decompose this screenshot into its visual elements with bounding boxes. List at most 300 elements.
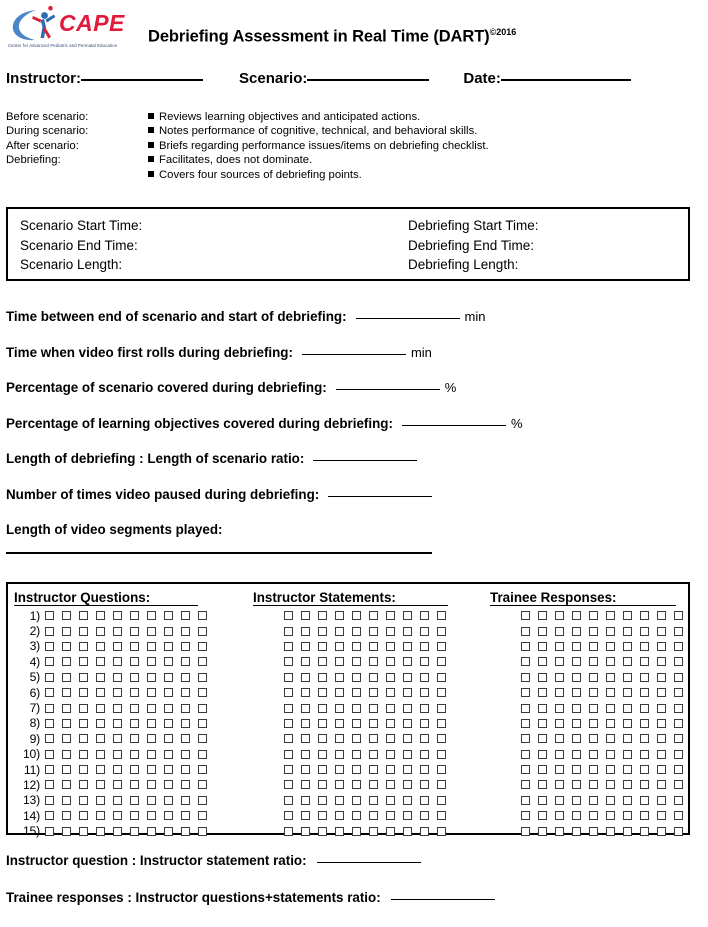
tally-checkbox[interactable] (606, 611, 615, 620)
tally-checkbox[interactable] (113, 657, 122, 666)
tally-checkbox[interactable] (403, 796, 412, 805)
tally-checkbox[interactable] (606, 750, 615, 759)
tally-checkbox[interactable] (420, 704, 429, 713)
tally-checkbox[interactable] (147, 704, 156, 713)
tally-checkbox[interactable] (96, 811, 105, 820)
tally-checkbox[interactable] (318, 673, 327, 682)
tally-checkbox[interactable] (538, 734, 547, 743)
tally-checkbox[interactable] (606, 796, 615, 805)
tally-checkbox[interactable] (45, 750, 54, 759)
tally-checkbox[interactable] (301, 765, 310, 774)
tally-checkbox[interactable] (352, 611, 361, 620)
tally-checkbox[interactable] (521, 734, 530, 743)
debriefing-length-row[interactable]: Debriefing Length: (408, 257, 519, 272)
tally-checkbox[interactable] (420, 811, 429, 820)
tally-checkbox[interactable] (606, 627, 615, 636)
tally-checkbox[interactable] (79, 642, 88, 651)
tally-checkbox[interactable] (198, 704, 207, 713)
tally-checkbox[interactable] (386, 642, 395, 651)
tally-checkbox[interactable] (96, 657, 105, 666)
tally-checkbox[interactable] (623, 657, 632, 666)
tally-checkbox[interactable] (640, 827, 649, 836)
tally-checkbox[interactable] (674, 627, 683, 636)
tally-checkbox[interactable] (198, 750, 207, 759)
tally-checkbox[interactable] (96, 673, 105, 682)
tally-checkbox[interactable] (130, 704, 139, 713)
tally-checkbox[interactable] (555, 827, 564, 836)
tally-checkbox[interactable] (589, 796, 598, 805)
tally-checkbox[interactable] (352, 627, 361, 636)
tally-checkbox[interactable] (403, 627, 412, 636)
tally-checkbox[interactable] (386, 657, 395, 666)
tally-checkbox[interactable] (79, 750, 88, 759)
tally-checkbox[interactable] (657, 673, 666, 682)
tally-checkbox[interactable] (79, 719, 88, 728)
tally-checkbox[interactable] (555, 657, 564, 666)
tally-checkbox[interactable] (181, 657, 190, 666)
tally-checkbox[interactable] (403, 673, 412, 682)
tally-checkbox[interactable] (589, 611, 598, 620)
tally-checkbox[interactable] (79, 673, 88, 682)
tally-checkbox[interactable] (352, 811, 361, 820)
tally-checkbox[interactable] (301, 611, 310, 620)
tally-checkbox[interactable] (198, 796, 207, 805)
tally-checkbox[interactable] (657, 627, 666, 636)
tally-checkbox[interactable] (301, 688, 310, 697)
tally-checkbox[interactable] (674, 734, 683, 743)
tally-checkbox[interactable] (674, 642, 683, 651)
tally-checkbox[interactable] (45, 796, 54, 805)
metric-input-rule[interactable] (328, 496, 432, 497)
tally-checkbox[interactable] (147, 719, 156, 728)
tally-checkbox[interactable] (572, 611, 581, 620)
tally-checkbox[interactable] (369, 611, 378, 620)
tally-checkbox[interactable] (572, 688, 581, 697)
tally-checkbox[interactable] (113, 704, 122, 713)
instructor-input-rule[interactable] (81, 79, 203, 81)
tally-checkbox[interactable] (113, 765, 122, 774)
tally-checkbox[interactable] (181, 734, 190, 743)
tally-checkbox[interactable] (386, 780, 395, 789)
tally-checkbox[interactable] (301, 827, 310, 836)
tally-checkbox[interactable] (657, 765, 666, 774)
tally-checkbox[interactable] (623, 704, 632, 713)
tally-checkbox[interactable] (403, 765, 412, 774)
tally-checkbox[interactable] (96, 796, 105, 805)
tally-checkbox[interactable] (657, 734, 666, 743)
tally-checkbox[interactable] (164, 688, 173, 697)
metric-input-rule[interactable] (313, 460, 417, 461)
tally-checkbox[interactable] (386, 704, 395, 713)
tally-checkbox[interactable] (96, 611, 105, 620)
tally-checkbox[interactable] (640, 780, 649, 789)
tally-checkbox[interactable] (181, 688, 190, 697)
tally-checkbox[interactable] (623, 673, 632, 682)
tally-checkbox[interactable] (403, 657, 412, 666)
tally-checkbox[interactable] (147, 796, 156, 805)
tally-checkbox[interactable] (572, 642, 581, 651)
tally-checkbox[interactable] (521, 796, 530, 805)
tally-checkbox[interactable] (181, 796, 190, 805)
tally-checkbox[interactable] (538, 750, 547, 759)
tally-checkbox[interactable] (657, 704, 666, 713)
tally-checkbox[interactable] (572, 719, 581, 728)
tally-checkbox[interactable] (45, 688, 54, 697)
tally-checkbox[interactable] (657, 611, 666, 620)
tally-checkbox[interactable] (640, 657, 649, 666)
tally-checkbox[interactable] (79, 811, 88, 820)
tally-checkbox[interactable] (606, 719, 615, 728)
scenario-input-rule[interactable] (307, 79, 429, 81)
tally-checkbox[interactable] (284, 811, 293, 820)
tally-checkbox[interactable] (352, 673, 361, 682)
tally-checkbox[interactable] (335, 627, 344, 636)
tally-checkbox[interactable] (164, 780, 173, 789)
tally-checkbox[interactable] (386, 750, 395, 759)
tally-checkbox[interactable] (318, 827, 327, 836)
tally-checkbox[interactable] (181, 811, 190, 820)
tally-checkbox[interactable] (640, 688, 649, 697)
tally-checkbox[interactable] (284, 704, 293, 713)
tally-checkbox[interactable] (335, 642, 344, 651)
tally-checkbox[interactable] (437, 704, 446, 713)
tally-checkbox[interactable] (657, 827, 666, 836)
tally-checkbox[interactable] (437, 657, 446, 666)
tally-checkbox[interactable] (572, 780, 581, 789)
tally-checkbox[interactable] (198, 627, 207, 636)
tally-checkbox[interactable] (606, 642, 615, 651)
tally-checkbox[interactable] (538, 827, 547, 836)
tally-checkbox[interactable] (572, 734, 581, 743)
tally-checkbox[interactable] (640, 750, 649, 759)
tally-checkbox[interactable] (62, 827, 71, 836)
tally-checkbox[interactable] (284, 765, 293, 774)
tally-checkbox[interactable] (606, 827, 615, 836)
tally-checkbox[interactable] (113, 811, 122, 820)
tally-checkbox[interactable] (623, 827, 632, 836)
tally-checkbox[interactable] (113, 673, 122, 682)
tally-checkbox[interactable] (130, 811, 139, 820)
tally-checkbox[interactable] (198, 673, 207, 682)
tally-checkbox[interactable] (164, 811, 173, 820)
tally-checkbox[interactable] (335, 765, 344, 774)
tally-checkbox[interactable] (674, 611, 683, 620)
tally-checkbox[interactable] (318, 765, 327, 774)
tally-checkbox[interactable] (674, 719, 683, 728)
tally-checkbox[interactable] (623, 750, 632, 759)
tally-checkbox[interactable] (538, 719, 547, 728)
tally-checkbox[interactable] (198, 827, 207, 836)
tally-checkbox[interactable] (130, 765, 139, 774)
tally-checkbox[interactable] (657, 750, 666, 759)
tally-checkbox[interactable] (555, 704, 564, 713)
tally-checkbox[interactable] (181, 750, 190, 759)
tally-checkbox[interactable] (96, 750, 105, 759)
tally-checkbox[interactable] (181, 827, 190, 836)
tally-checkbox[interactable] (589, 750, 598, 759)
tally-checkbox[interactable] (335, 611, 344, 620)
tally-checkbox[interactable] (130, 642, 139, 651)
tally-checkbox[interactable] (96, 688, 105, 697)
tally-checkbox[interactable] (538, 627, 547, 636)
tally-checkbox[interactable] (521, 673, 530, 682)
tally-checkbox[interactable] (164, 657, 173, 666)
tally-checkbox[interactable] (62, 750, 71, 759)
tally-checkbox[interactable] (352, 719, 361, 728)
tally-checkbox[interactable] (284, 796, 293, 805)
tally-checkbox[interactable] (369, 734, 378, 743)
tally-checkbox[interactable] (403, 734, 412, 743)
tally-checkbox[interactable] (420, 827, 429, 836)
tally-checkbox[interactable] (318, 657, 327, 666)
tally-checkbox[interactable] (164, 627, 173, 636)
tally-checkbox[interactable] (352, 642, 361, 651)
tally-checkbox[interactable] (606, 780, 615, 789)
metric-input-rule[interactable] (302, 354, 406, 355)
tally-checkbox[interactable] (555, 765, 564, 774)
tally-checkbox[interactable] (369, 780, 378, 789)
tally-checkbox[interactable] (555, 811, 564, 820)
tally-checkbox[interactable] (606, 734, 615, 743)
tally-checkbox[interactable] (657, 657, 666, 666)
tally-checkbox[interactable] (113, 627, 122, 636)
tally-checkbox[interactable] (623, 688, 632, 697)
debriefing-start-time-row[interactable]: Debriefing Start Time: (408, 218, 539, 233)
tally-checkbox[interactable] (301, 719, 310, 728)
tally-checkbox[interactable] (589, 811, 598, 820)
tally-checkbox[interactable] (284, 642, 293, 651)
tally-checkbox[interactable] (403, 704, 412, 713)
tally-checkbox[interactable] (657, 780, 666, 789)
tally-checkbox[interactable] (674, 811, 683, 820)
tally-checkbox[interactable] (181, 642, 190, 651)
tally-checkbox[interactable] (79, 765, 88, 774)
tally-checkbox[interactable] (437, 673, 446, 682)
tally-checkbox[interactable] (437, 811, 446, 820)
tally-checkbox[interactable] (284, 719, 293, 728)
tally-checkbox[interactable] (62, 642, 71, 651)
tally-checkbox[interactable] (589, 704, 598, 713)
tally-checkbox[interactable] (538, 688, 547, 697)
tally-checkbox[interactable] (369, 796, 378, 805)
tally-checkbox[interactable] (352, 750, 361, 759)
tally-checkbox[interactable] (640, 627, 649, 636)
tally-checkbox[interactable] (45, 704, 54, 713)
tally-checkbox[interactable] (538, 796, 547, 805)
tally-checkbox[interactable] (623, 642, 632, 651)
tally-checkbox[interactable] (589, 673, 598, 682)
tally-checkbox[interactable] (589, 780, 598, 789)
tally-checkbox[interactable] (318, 611, 327, 620)
tally-checkbox[interactable] (130, 827, 139, 836)
tally-checkbox[interactable] (572, 750, 581, 759)
tally-checkbox[interactable] (555, 673, 564, 682)
metric-input-rule[interactable] (356, 318, 460, 319)
tally-checkbox[interactable] (589, 627, 598, 636)
tally-checkbox[interactable] (130, 780, 139, 789)
tally-checkbox[interactable] (181, 719, 190, 728)
tally-checkbox[interactable] (113, 827, 122, 836)
tally-checkbox[interactable] (113, 780, 122, 789)
tally-checkbox[interactable] (437, 642, 446, 651)
tally-checkbox[interactable] (79, 796, 88, 805)
tally-checkbox[interactable] (403, 688, 412, 697)
tally-checkbox[interactable] (352, 765, 361, 774)
tally-checkbox[interactable] (589, 642, 598, 651)
tally-checkbox[interactable] (606, 688, 615, 697)
tally-checkbox[interactable] (164, 673, 173, 682)
tally-checkbox[interactable] (674, 780, 683, 789)
tally-checkbox[interactable] (164, 796, 173, 805)
debriefing-end-time-row[interactable]: Debriefing End Time: (408, 237, 535, 253)
tally-checkbox[interactable] (284, 673, 293, 682)
tally-checkbox[interactable] (62, 627, 71, 636)
tally-checkbox[interactable] (352, 796, 361, 805)
tally-checkbox[interactable] (96, 765, 105, 774)
tally-checkbox[interactable] (335, 811, 344, 820)
tally-checkbox[interactable] (352, 827, 361, 836)
tally-checkbox[interactable] (96, 719, 105, 728)
tally-checkbox[interactable] (420, 796, 429, 805)
tally-checkbox[interactable] (538, 811, 547, 820)
tally-checkbox[interactable] (113, 796, 122, 805)
tally-checkbox[interactable] (352, 734, 361, 743)
tally-checkbox[interactable] (45, 642, 54, 651)
tally-checkbox[interactable] (674, 704, 683, 713)
tally-checkbox[interactable] (113, 642, 122, 651)
tally-checkbox[interactable] (555, 734, 564, 743)
tally-checkbox[interactable] (62, 704, 71, 713)
tally-checkbox[interactable] (130, 734, 139, 743)
tally-checkbox[interactable] (301, 811, 310, 820)
tally-checkbox[interactable] (437, 765, 446, 774)
tally-checkbox[interactable] (606, 765, 615, 774)
tally-checkbox[interactable] (301, 627, 310, 636)
tally-checkbox[interactable] (623, 734, 632, 743)
tally-checkbox[interactable] (164, 611, 173, 620)
tally-checkbox[interactable] (521, 750, 530, 759)
tally-checkbox[interactable] (164, 704, 173, 713)
tally-checkbox[interactable] (420, 734, 429, 743)
tally-checkbox[interactable] (623, 611, 632, 620)
tally-checkbox[interactable] (318, 719, 327, 728)
tally-checkbox[interactable] (284, 734, 293, 743)
tally-checkbox[interactable] (572, 627, 581, 636)
tally-checkbox[interactable] (181, 611, 190, 620)
tally-checkbox[interactable] (657, 688, 666, 697)
tally-checkbox[interactable] (555, 611, 564, 620)
tally-checkbox[interactable] (521, 688, 530, 697)
tally-checkbox[interactable] (318, 780, 327, 789)
tally-checkbox[interactable] (164, 750, 173, 759)
tally-checkbox[interactable] (369, 765, 378, 774)
tally-checkbox[interactable] (521, 627, 530, 636)
tally-checkbox[interactable] (318, 688, 327, 697)
tally-checkbox[interactable] (674, 750, 683, 759)
tally-checkbox[interactable] (521, 704, 530, 713)
tally-checkbox[interactable] (352, 704, 361, 713)
tally-checkbox[interactable] (79, 688, 88, 697)
tally-checkbox[interactable] (335, 750, 344, 759)
tally-checkbox[interactable] (79, 611, 88, 620)
tally-checkbox[interactable] (181, 765, 190, 774)
tally-checkbox[interactable] (420, 719, 429, 728)
tally-checkbox[interactable] (79, 827, 88, 836)
tally-checkbox[interactable] (420, 688, 429, 697)
tally-checkbox[interactable] (403, 750, 412, 759)
tally-checkbox[interactable] (301, 780, 310, 789)
tally-checkbox[interactable] (198, 611, 207, 620)
tally-checkbox[interactable] (96, 827, 105, 836)
scenario-field[interactable] (239, 70, 429, 87)
tally-checkbox[interactable] (369, 627, 378, 636)
metric-input-rule[interactable] (402, 425, 506, 426)
tally-checkbox[interactable] (606, 704, 615, 713)
tally-checkbox[interactable] (335, 796, 344, 805)
tally-checkbox[interactable] (538, 780, 547, 789)
tally-checkbox[interactable] (318, 734, 327, 743)
tally-checkbox[interactable] (521, 811, 530, 820)
tally-checkbox[interactable] (555, 719, 564, 728)
tally-checkbox[interactable] (369, 673, 378, 682)
tally-checkbox[interactable] (147, 642, 156, 651)
tally-checkbox[interactable] (335, 704, 344, 713)
tally-checkbox[interactable] (301, 734, 310, 743)
tally-checkbox[interactable] (386, 719, 395, 728)
tally-checkbox[interactable] (403, 811, 412, 820)
tally-checkbox[interactable] (45, 780, 54, 789)
tally-checkbox[interactable] (301, 704, 310, 713)
tally-checkbox[interactable] (369, 811, 378, 820)
tally-checkbox[interactable] (284, 750, 293, 759)
tally-checkbox[interactable] (284, 657, 293, 666)
tally-checkbox[interactable] (130, 688, 139, 697)
tally-checkbox[interactable] (640, 719, 649, 728)
tally-checkbox[interactable] (147, 827, 156, 836)
tally-checkbox[interactable] (45, 719, 54, 728)
tally-checkbox[interactable] (284, 611, 293, 620)
tally-checkbox[interactable] (386, 673, 395, 682)
metric-input-rule[interactable] (336, 389, 440, 390)
tally-checkbox[interactable] (335, 673, 344, 682)
tally-checkbox[interactable] (657, 796, 666, 805)
tally-checkbox[interactable] (640, 765, 649, 774)
tally-checkbox[interactable] (352, 657, 361, 666)
tally-checkbox[interactable] (572, 673, 581, 682)
tally-checkbox[interactable] (657, 811, 666, 820)
tally-checkbox[interactable] (538, 673, 547, 682)
tally-checkbox[interactable] (538, 611, 547, 620)
tally-checkbox[interactable] (130, 719, 139, 728)
ratio-input-rule[interactable] (317, 862, 421, 863)
tally-checkbox[interactable] (623, 811, 632, 820)
tally-checkbox[interactable] (147, 673, 156, 682)
tally-checkbox[interactable] (198, 780, 207, 789)
tally-checkbox[interactable] (589, 719, 598, 728)
ratio-input-rule[interactable] (391, 899, 495, 900)
tally-checkbox[interactable] (369, 688, 378, 697)
tally-checkbox[interactable] (147, 657, 156, 666)
tally-checkbox[interactable] (198, 811, 207, 820)
tally-checkbox[interactable] (62, 765, 71, 774)
tally-checkbox[interactable] (369, 657, 378, 666)
tally-checkbox[interactable] (335, 719, 344, 728)
tally-checkbox[interactable] (198, 657, 207, 666)
tally-checkbox[interactable] (521, 780, 530, 789)
tally-checkbox[interactable] (96, 704, 105, 713)
tally-checkbox[interactable] (369, 750, 378, 759)
date-input-rule[interactable] (501, 79, 631, 81)
